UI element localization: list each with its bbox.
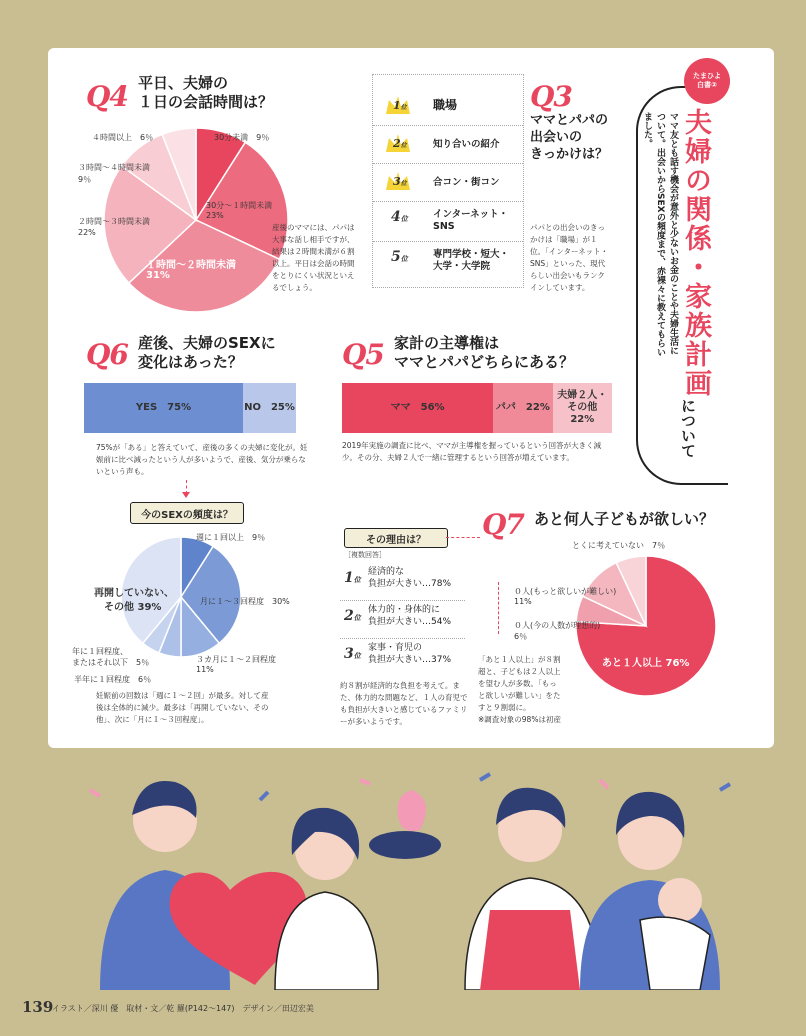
q3-rank-3-text: 合コン・街コン (433, 177, 500, 188)
q3-rank-1-text: 職場 (433, 98, 458, 112)
reason-note: 約８割が経済的な負担を考えて。また、体力的な問題など、１人の育児でも負担が大きいと感じているファミリーが多いようです。 (340, 681, 468, 726)
q7-title: あと何人子どもが欲しい？ (534, 510, 715, 528)
bar-q6-segment-1: NO 25% (243, 383, 296, 433)
q3-rank-row: 3位 合コン・街コン (373, 165, 523, 202)
family-illustration (60, 760, 760, 990)
q6-note: 75%が「ある」と答えていて、産後の多くの夫婦に変化が。妊娠前に比べ減ったという人が多いようで、産後、気分が乗らないという声も。 (96, 443, 308, 476)
q6-number: Q6 (86, 338, 128, 371)
freq-value-3months: 11% (196, 665, 214, 674)
q5-title: 家計の主導権は ママとパパどちらにある？ (394, 334, 575, 371)
q7-label-ideal: ０人(今の人数が理想的) (514, 621, 601, 630)
q4-label-1to2h: １時間〜２時間未満 (146, 260, 236, 271)
q5-note: 2019年実施の調査に比べ、ママが主導権を握っているという回答が大きく減少。その分、夫婦２人で一緒に管理するという回答が増えています。 (342, 441, 602, 462)
bar-q5-segment-1: パパ 22% (493, 383, 552, 433)
credits: イラスト／深川 優 取材・文／乾 羅(P142〜147) デザイン／田辺宏美 (52, 1004, 314, 1013)
freq-value-yearly: またはそれ以下 5％ (72, 658, 150, 667)
bar-q5-segment-0: ママ 56% (342, 383, 493, 433)
q3-ranking-box (372, 74, 524, 288)
reason-item: 1位 経済的な 負担が大きい…78% (340, 562, 465, 601)
q4-label-2to3h: ２時間〜３時間未満 (78, 217, 150, 226)
q4-value-30to60: 23% (206, 211, 224, 220)
q4-title: 平日、夫婦の １日の会話時間は？ (138, 74, 274, 111)
q3-rank-row: 5位 専門学校・短大・ 大学・大学院 (391, 249, 510, 272)
q7-note: 「あと１人以上」が８割超と、子どもは２人以上を望む人が多数。「もっと欲しいが難しい」をたすと９割弱に。 (478, 655, 561, 712)
tamahiyo-badge: たまひよ白書② (684, 58, 730, 104)
reason-item: 2位 体力的・身体的に 負担が大きい…54% (340, 600, 465, 639)
reason-list (340, 562, 470, 678)
freq-title: 今のSEXの頻度は？ (130, 502, 244, 524)
bar-q6-segment-0: YES 75% (84, 383, 243, 433)
q4-value-3to4h: 9％ (78, 175, 92, 184)
q7-label-one-more: あと１人以上 76% (602, 658, 690, 669)
q7-label-undecided: とくに考えていない 7％ (572, 541, 666, 550)
q5-number: Q5 (342, 338, 384, 371)
bar-q5-segment-2: 夫婦２人・ その他 22% (553, 383, 612, 433)
page-number: 139 (22, 998, 54, 1016)
freq-label-monthly: 月に１〜３回程度 30% (200, 597, 290, 606)
q4-note: 産後のママには、パパは大事な話し相手ですが、結果は２時間未満が６割以上。平日は会話の時間をとりにくい状況といえるでしょう。 (272, 223, 355, 292)
q7-label-want-more: ０人(もっと欲しいが難しい) (514, 587, 617, 596)
q3-rank-2-text: 知り合いの紹介 (433, 139, 500, 150)
page-title-suffix: について (679, 398, 697, 458)
q7-value-ideal: 6％ (514, 632, 528, 641)
freq-note: 妊娠前の回数は「週に１〜２回」が最多。対して産後は全体的に減少。最多は「再開していない、その他」、次に「月に１〜３回程度」。 (96, 691, 269, 724)
lead-text: ママ友とも話す機会が意外と少ないお金のことや夫婦生活について。出会いからSEXの頻度まで、赤裸々に教えてもらいました。 (642, 112, 678, 357)
q3-rank-row: 2位 知り合いの紹介 (373, 127, 523, 164)
arrow-line (446, 537, 480, 538)
freq-label-yearly: 年に１回程度、 (72, 647, 128, 656)
page-title: 夫婦の関係・家族計画 (680, 108, 711, 398)
reason-item: 3位 家事・育児の 負担が大きい…37% (344, 643, 452, 665)
q3-rank-row: 4位 インターネット・ SNS (373, 203, 523, 242)
connector-line (498, 582, 499, 634)
q3-number: Q3 (530, 80, 572, 113)
q4-number: Q4 (86, 80, 128, 113)
reason-sub: ［複数回答］ (344, 551, 386, 559)
freq-value-none: その他 39% (104, 602, 162, 613)
freq-label-weekly: 週に１回以上 9％ (196, 533, 266, 542)
q4-value-2to3h: 22% (78, 228, 96, 237)
q7-number: Q7 (482, 508, 524, 541)
freq-label-halfyear: 半年に１回程度 6％ (74, 675, 152, 684)
arrow-down-icon (182, 492, 190, 498)
q4-label-under30: 30分未満 9％ (214, 133, 270, 142)
q4-label-over4h: ４時間以上 6％ (92, 133, 154, 142)
q7-value-want-more: 11% (514, 597, 532, 606)
q6-title: 産後、夫婦のSEXに 変化はあった？ (138, 334, 276, 371)
q7-footnote: ※調査対象の98%は初産 (478, 715, 561, 724)
freq-label-3months: ３カ月に１〜２回程度 (196, 655, 276, 664)
q3-rank-row: 1位 職場 (373, 89, 523, 126)
freq-label-none: 再開していない、 (94, 588, 174, 599)
q4-label-30to60: 30分〜１時間未満 (206, 201, 273, 210)
q4-label-3to4h: ３時間〜４時間未満 (78, 163, 150, 172)
reason-title: その理由は？ (344, 528, 448, 548)
q3-title: ママとパパの 出会いの きっかけは？ (530, 113, 609, 162)
q4-value-1to2h: 31% (146, 270, 170, 281)
q3-note: パパとの出会いのきっかけは「職場」が１位。「インターネット・SNS」といった、現代らしい出会いもランクインしています。 (530, 223, 609, 292)
